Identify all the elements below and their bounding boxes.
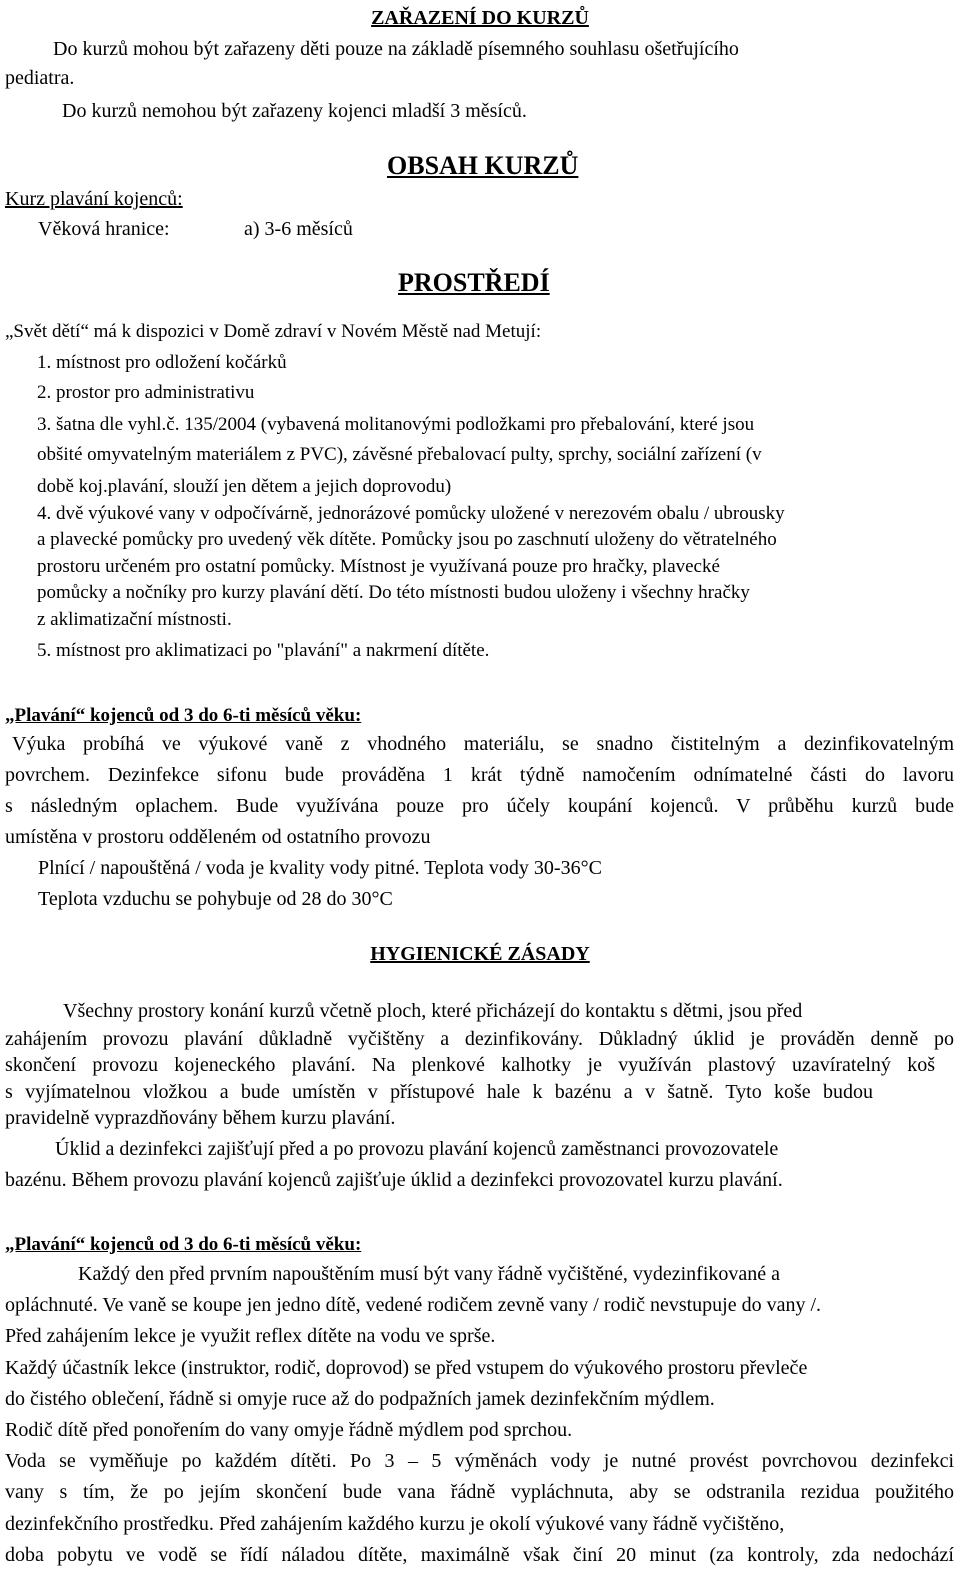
list-item: 4. dvě výukové vany v odpočívárně, jednorázové pomůcky uložené v nerezovém obalu / ubrousky bbox=[37, 503, 785, 524]
paragraph-line: Výuka probíhá ve výukové vaně z vhodného materiálu, se snadno čistitelným a dezinfikovatelným bbox=[12, 733, 954, 755]
paragraph-line: Každý účastník lekce (instruktor, rodič, doprovod) se před vstupem do výukového prostoru převleče bbox=[5, 1357, 808, 1379]
paragraph-line: Úklid a dezinfekci zajišťují před a po provozu plavání kojenců zaměstnanci provozovatele bbox=[55, 1138, 779, 1160]
list-item-continuation: z aklimatizační místnosti. bbox=[37, 609, 232, 630]
paragraph-line: pravidelně vyprazdňovány během kurzu plavání. bbox=[5, 1107, 396, 1129]
section-heading-prostredi: PROSTŘEDÍ bbox=[398, 268, 550, 297]
subsection-heading: „Plavání“ kojenců od 3 do 6-ti měsíců věku: bbox=[5, 705, 362, 726]
paragraph-line: pediatra. bbox=[5, 67, 75, 89]
section-heading-hygiena: HYGIENICKÉ ZÁSADY bbox=[370, 943, 590, 965]
paragraph-line: Všechny prostory konání kurzů včetně ploch, které přicházejí do kontaktu s dětmi, jsou před bbox=[63, 1000, 803, 1022]
paragraph-line: Před zahájením lekce je využit reflex dítěte na vodu ve sprše. bbox=[5, 1325, 496, 1347]
paragraph-line: zahájením provozu plavání důkladně vyčištěny a dezinfikovány. Důkladný úklid je prováděn denně po bbox=[5, 1028, 954, 1050]
paragraph-line: povrchem. Dezinfekce sifonu bude prováděna 1 krát týdně namočením odnímatelné části do lavoru bbox=[5, 764, 954, 786]
subsection-heading: „Plavání“ kojenců od 3 do 6-ti měsíců věku: bbox=[5, 1234, 362, 1255]
list-item-continuation: prostoru určeném pro ostatní pomůcky. Místnost je využívaná pouze pro hračky, plavecké bbox=[37, 556, 720, 577]
paragraph-line: Do kurzů mohou být zařazeny děti pouze na základě písemného souhlasu ošetřujícího bbox=[53, 38, 739, 60]
list-item: 3. šatna dle vyhl.č. 135/2004 (vybavená molitanovými podložkami pro přebalování, které jsou bbox=[37, 414, 755, 435]
age-value: a) 3-6 měsíců bbox=[244, 218, 353, 240]
section-heading-zarazeni: ZAŘAZENÍ DO KURZŮ bbox=[371, 7, 589, 29]
paragraph-line: do čistého oblečení, řádně si omyje ruce až do podpažních jamek dezinfekčním mýdlem. bbox=[5, 1388, 715, 1410]
paragraph-line: dezinfekčního prostředku. Před zahájením každého kurzu je okolí výukové vany řádně vyčištěno, bbox=[5, 1513, 785, 1535]
list-item: 1. místnost pro odložení kočárků bbox=[37, 352, 287, 373]
paragraph-line: Každý den před prvním napouštěním musí být vany řádně vyčištěné, vydezinfikované a bbox=[78, 1263, 781, 1285]
paragraph-line: s vyjímatelnou vložkou a bude umístěn v přístupové hale k bazénu a v šatně. Tyto koše budou bbox=[5, 1081, 873, 1103]
list-item: 5. místnost pro aklimatizaci po "plavání" a nakrmení dítěte. bbox=[37, 640, 490, 661]
list-item-continuation: době koj.plavání, slouží jen dětem a jejich doprovodu) bbox=[37, 476, 452, 497]
paragraph-line: vany s tím, že po jejím skončení bude vana řádně vypláchnuta, aby se odstranila rezidua použitého bbox=[5, 1481, 954, 1503]
paragraph-line: skončení provozu kojeneckého plavání. Na plenkové kalhotky je využíván plastový uzavíratelný koš bbox=[5, 1054, 935, 1076]
list-item-continuation: a plavecké pomůcky pro uvedený věk dítěte. Pomůcky jsou po zaschnutí uloženy do větratelného bbox=[37, 529, 777, 550]
list-item: 2. prostor pro administrativu bbox=[37, 382, 255, 403]
paragraph-line: Voda se vyměňuje po každém dítěti. Po 3 – 5 výměnách vody je nutné provést povrchovou dezinfekci bbox=[5, 1450, 954, 1472]
paragraph-line: „Svět dětí“ má k dispozici v Domě zdraví v Novém Městě nad Metují: bbox=[5, 321, 542, 342]
list-item-continuation: pomůcky a nočníky pro kurzy plavání dětí. Do této místnosti budou uloženy i všechny hračky bbox=[37, 582, 750, 603]
paragraph-line: umístěna v prostoru odděleném od ostatního provozu bbox=[5, 826, 431, 848]
section-heading-obsah: OBSAH KURZŮ bbox=[387, 151, 579, 180]
list-item-continuation: obšité omyvatelným materiálem z PVC), závěsné přebalovací pulty, sprchy, sociální zařízení (v bbox=[37, 444, 762, 465]
paragraph-line: Plnící / napouštěná / voda je kvality vody pitné. Teplota vody 30-36°C bbox=[38, 857, 602, 879]
course-label: Kurz plavání kojenců: bbox=[5, 188, 183, 210]
paragraph-line: Rodič dítě před ponořením do vany omyje řádně mýdlem pod sprchou. bbox=[5, 1419, 573, 1441]
age-label: Věková hranice: bbox=[38, 218, 170, 240]
paragraph-line: doba pobytu ve vodě se řídí náladou dítěte, maximálně však činí 20 minut (za kontroly, zda nedochází bbox=[5, 1544, 954, 1566]
paragraph-line: Teplota vzduchu se pohybuje od 28 do 30°C bbox=[38, 888, 393, 910]
paragraph-line: s následným oplachem. Bude využívána pouze pro účely koupání kojenců. V průběhu kurzů bude bbox=[5, 795, 954, 817]
paragraph-line: Do kurzů nemohou být zařazeny kojenci mladší 3 měsíců. bbox=[62, 100, 527, 122]
paragraph-line: bazénu. Během provozu plavání kojenců zajišťuje úklid a dezinfekci provozovatel kurzu plavání. bbox=[5, 1169, 783, 1191]
paragraph-line: opláchnuté. Ve vaně se koupe jen jedno dítě, vedené rodičem zevně vany / rodič nevstupuje do vany /. bbox=[5, 1294, 822, 1316]
